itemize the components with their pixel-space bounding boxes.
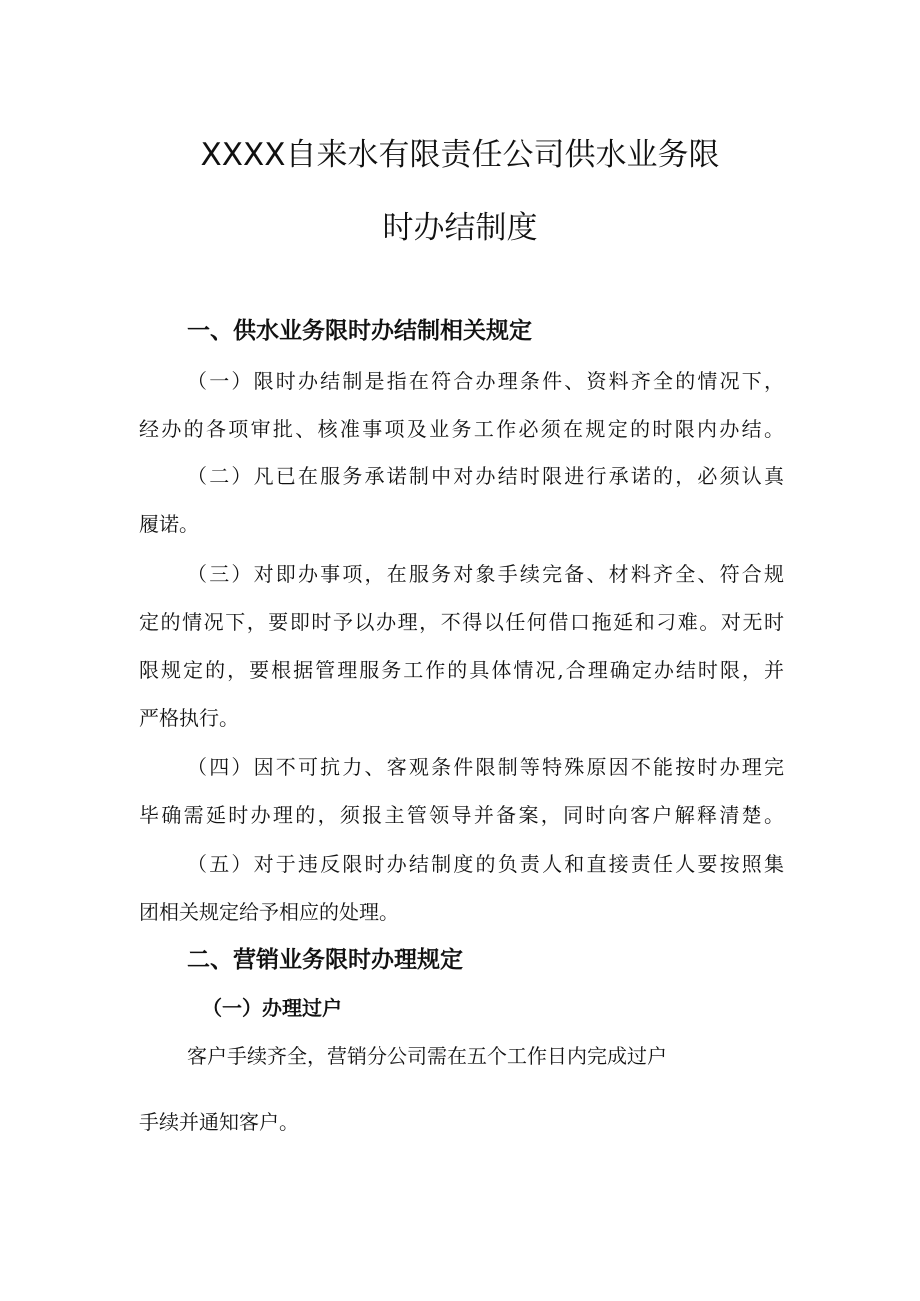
paragraph-line: 毕确需延时办理的，须报主管领导并备案，同时向客户解释清楚。 xyxy=(139,803,784,827)
paragraph-line: 客户手续齐全，营销分公司需在五个工作日内完成过户 xyxy=(187,1044,667,1068)
paragraph-line: 严格执行。 xyxy=(139,706,239,730)
document-title-line-1: XXXX自来水有限责任公司供水业务限 xyxy=(200,137,720,173)
section-2-heading: 二、营销业务限时办理规定 xyxy=(187,947,463,973)
document-title-line-2: 时办结制度 xyxy=(382,210,538,246)
paragraph-line: 限规定的，要根据管理服务工作的具体情况,合理确定办结时限，并 xyxy=(139,658,784,682)
paragraph-line: （三）对即办事项，在服务对象手续完备、材料齐全、符合规 xyxy=(187,562,784,586)
paragraph-line: （一）限时办结制是指在符合办理条件、资料齐全的情况下， xyxy=(187,369,784,393)
paragraph-line: 团相关规定给予相应的处理。 xyxy=(139,900,399,924)
section-1-heading: 一、供水业务限时办结制相关规定 xyxy=(187,318,532,344)
section-2-subheading: （一）办理过户 xyxy=(202,996,342,1020)
paragraph-line: （二）凡已在服务承诺制中对办结时限进行承诺的，必须认真 xyxy=(187,464,784,488)
paragraph-line: 定的情况下，要即时予以办理，不得以任何借口拖延和刁难。对无时 xyxy=(139,610,784,634)
paragraph-line: 手续并通知客户。 xyxy=(139,1110,299,1134)
paragraph-line: （四）因不可抗力、客观条件限制等特殊原因不能按时办理完 xyxy=(187,755,784,779)
paragraph-line: （五）对于违反限时办结制度的负责人和直接责任人要按照集 xyxy=(187,852,784,876)
paragraph-line: 履诺。 xyxy=(139,512,199,536)
paragraph-line: 经办的各项审批、核准事项及业务工作必须在规定的时限内办结。 xyxy=(139,417,784,441)
